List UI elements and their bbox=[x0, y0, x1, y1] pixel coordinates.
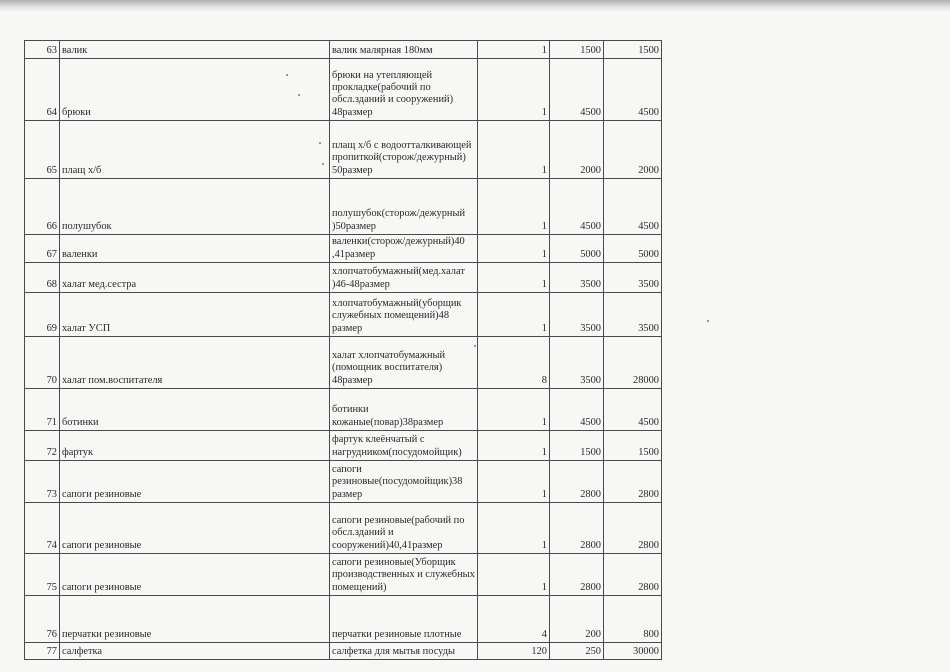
item-description: салфетка для мытья посуды bbox=[330, 643, 478, 660]
table-row bbox=[25, 643, 662, 660]
item-sum: 1500 bbox=[604, 431, 662, 461]
row-number: 64 bbox=[25, 59, 60, 121]
table-row bbox=[25, 596, 662, 643]
item-quantity: 120 bbox=[478, 643, 550, 660]
item-sum: 28000 bbox=[604, 337, 662, 389]
item-price: 200 bbox=[550, 596, 604, 643]
item-quantity: 4 bbox=[478, 596, 550, 643]
scan-speck bbox=[298, 94, 300, 96]
item-sum: 800 bbox=[604, 596, 662, 643]
item-sum: 3500 bbox=[604, 263, 662, 293]
item-description: фартук клеёнчатый с нагрудником(посудомойщик) bbox=[330, 431, 478, 461]
scan-speck bbox=[286, 74, 288, 76]
item-name: сапоги резиновые bbox=[60, 554, 330, 596]
item-sum: 2800 bbox=[604, 503, 662, 554]
table-row bbox=[25, 554, 662, 596]
inventory-sheet bbox=[24, 40, 662, 660]
item-description: хлопчатобумажный(уборщик служебных помещений)48 размер bbox=[330, 293, 478, 337]
item-sum: 2800 bbox=[604, 461, 662, 503]
table-row bbox=[25, 389, 662, 431]
scan-speck bbox=[322, 163, 324, 165]
item-name: полушубок bbox=[60, 179, 330, 235]
row-number: 68 bbox=[25, 263, 60, 293]
item-quantity: 1 bbox=[478, 121, 550, 179]
scan-edge-shadow bbox=[0, 0, 950, 12]
item-description: перчатки резиновые плотные bbox=[330, 596, 478, 643]
item-price: 3500 bbox=[550, 337, 604, 389]
item-description: плащ х/б с водоотталкивающей пропиткой(сторож/дежурный) 50размер bbox=[330, 121, 478, 179]
item-name: валик bbox=[60, 41, 330, 59]
item-price: 2000 bbox=[550, 121, 604, 179]
item-description: сапоги резиновые(рабочий по обсл.зданий и сооружений)40,41размер bbox=[330, 503, 478, 554]
item-sum: 2800 bbox=[604, 554, 662, 596]
item-description: ботинки кожаные(повар)38размер bbox=[330, 389, 478, 431]
item-price: 2800 bbox=[550, 503, 604, 554]
row-number: 63 bbox=[25, 41, 60, 59]
item-description: брюки на утепляющей прокладке(рабочий по обсл.зданий и сооружений) 48размер bbox=[330, 59, 478, 121]
row-number: 74 bbox=[25, 503, 60, 554]
item-price: 2800 bbox=[550, 461, 604, 503]
item-price: 3500 bbox=[550, 293, 604, 337]
item-quantity: 1 bbox=[478, 59, 550, 121]
item-description: хлопчатобумажный(мед.халат )46-48размер bbox=[330, 263, 478, 293]
item-quantity: 1 bbox=[478, 461, 550, 503]
item-description: валик малярная 180мм bbox=[330, 41, 478, 59]
item-description: полушубок(сторож/дежурный )50размер bbox=[330, 179, 478, 235]
item-name: халат мед.сестра bbox=[60, 263, 330, 293]
item-name: валенки bbox=[60, 235, 330, 263]
item-quantity: 1 bbox=[478, 235, 550, 263]
item-quantity: 1 bbox=[478, 293, 550, 337]
table-row bbox=[25, 503, 662, 554]
item-price: 4500 bbox=[550, 179, 604, 235]
inventory-table bbox=[24, 40, 662, 660]
row-number: 76 bbox=[25, 596, 60, 643]
item-price: 1500 bbox=[550, 41, 604, 59]
item-quantity: 1 bbox=[478, 179, 550, 235]
item-quantity: 1 bbox=[478, 263, 550, 293]
row-number: 67 bbox=[25, 235, 60, 263]
item-price: 1500 bbox=[550, 431, 604, 461]
item-name: сапоги резиновые bbox=[60, 503, 330, 554]
item-description: валенки(сторож/дежурный)40 ,41размер bbox=[330, 235, 478, 263]
item-name: плащ х/б bbox=[60, 121, 330, 179]
table-row bbox=[25, 121, 662, 179]
item-name: ботинки bbox=[60, 389, 330, 431]
item-description: халат хлопчатобумажный (помощник воспитателя) 48размер bbox=[330, 337, 478, 389]
scan-speck bbox=[474, 345, 476, 347]
item-name: сапоги резиновые bbox=[60, 461, 330, 503]
item-quantity: 1 bbox=[478, 431, 550, 461]
item-quantity: 1 bbox=[478, 389, 550, 431]
item-sum: 2000 bbox=[604, 121, 662, 179]
table-row bbox=[25, 293, 662, 337]
item-price: 4500 bbox=[550, 59, 604, 121]
item-sum: 30000 bbox=[604, 643, 662, 660]
row-number: 73 bbox=[25, 461, 60, 503]
table-row bbox=[25, 461, 662, 503]
item-quantity: 1 bbox=[478, 503, 550, 554]
item-price: 4500 bbox=[550, 389, 604, 431]
table-row bbox=[25, 431, 662, 461]
scan-speck bbox=[319, 142, 321, 144]
item-price: 3500 bbox=[550, 263, 604, 293]
table-row bbox=[25, 41, 662, 59]
item-name: брюки bbox=[60, 59, 330, 121]
row-number: 77 bbox=[25, 643, 60, 660]
table-row bbox=[25, 59, 662, 121]
item-quantity: 1 bbox=[478, 41, 550, 59]
item-sum: 3500 bbox=[604, 293, 662, 337]
item-name: фартук bbox=[60, 431, 330, 461]
row-number: 71 bbox=[25, 389, 60, 431]
item-price: 5000 bbox=[550, 235, 604, 263]
table-row bbox=[25, 337, 662, 389]
table-row bbox=[25, 235, 662, 263]
item-sum: 4500 bbox=[604, 59, 662, 121]
row-number: 69 bbox=[25, 293, 60, 337]
row-number: 65 bbox=[25, 121, 60, 179]
item-sum: 5000 bbox=[604, 235, 662, 263]
item-sum: 1500 bbox=[604, 41, 662, 59]
row-number: 72 bbox=[25, 431, 60, 461]
row-number: 66 bbox=[25, 179, 60, 235]
item-name: салфетка bbox=[60, 643, 330, 660]
item-name: халат пом.воспитателя bbox=[60, 337, 330, 389]
item-quantity: 1 bbox=[478, 554, 550, 596]
item-sum: 4500 bbox=[604, 179, 662, 235]
item-description: сапоги резиновые(Уборщик производственных и служебных помещений) bbox=[330, 554, 478, 596]
item-price: 2800 bbox=[550, 554, 604, 596]
table-row bbox=[25, 179, 662, 235]
scan-speck bbox=[707, 320, 709, 322]
item-name: халат УСП bbox=[60, 293, 330, 337]
item-name: перчатки резиновые bbox=[60, 596, 330, 643]
item-price: 250 bbox=[550, 643, 604, 660]
table-row bbox=[25, 263, 662, 293]
row-number: 70 bbox=[25, 337, 60, 389]
item-quantity: 8 bbox=[478, 337, 550, 389]
item-sum: 4500 bbox=[604, 389, 662, 431]
row-number: 75 bbox=[25, 554, 60, 596]
item-description: сапоги резиновые(посудомойщик)38 размер bbox=[330, 461, 478, 503]
